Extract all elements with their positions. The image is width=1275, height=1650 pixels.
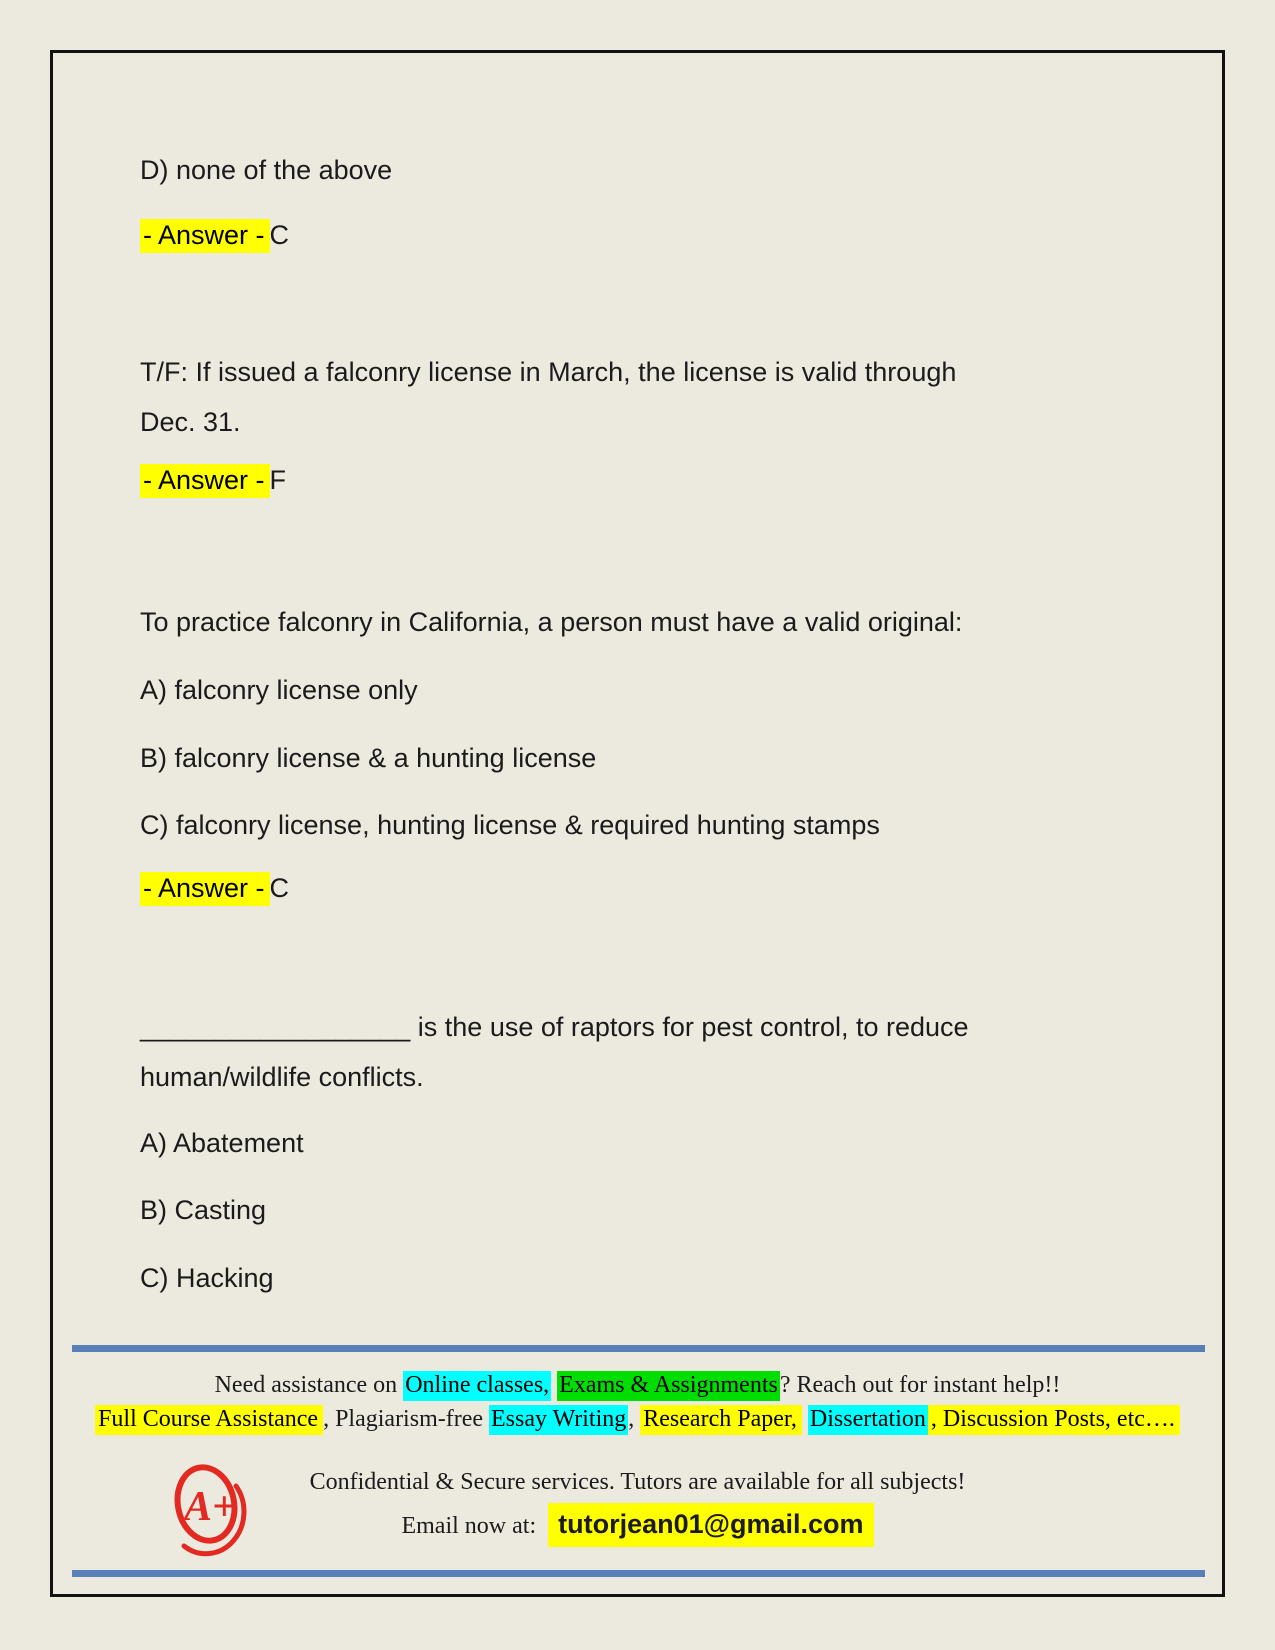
- footer-text: [802, 1406, 808, 1432]
- footer-text: [536, 1513, 548, 1539]
- question3-option-c: C) falconry license, hunting license & required hunting stamps: [140, 810, 880, 840]
- discussion-posts-highlight: , Discussion Posts, etc….: [928, 1405, 1180, 1435]
- question4-option-b: B) Casting: [140, 1195, 267, 1225]
- full-course-highlight: Full Course Assistance: [95, 1405, 323, 1435]
- exams-assignments-highlight: Exams & Assignments: [557, 1371, 780, 1401]
- horizontal-rule-bottom: [72, 1570, 1205, 1577]
- question1-answer-line: [140, 215, 289, 255]
- footer-text: , Plagiarism-free: [323, 1406, 490, 1432]
- question1-option-d: D) none of the above: [140, 155, 393, 185]
- question3-answer-line: [140, 868, 289, 908]
- question2-text: [140, 347, 956, 447]
- answer-highlight: - Answer -: [140, 464, 270, 498]
- logo-text: A+: [184, 1484, 236, 1530]
- question4-option-a: A) Abatement: [140, 1128, 304, 1158]
- answer-highlight: - Answer -: [140, 872, 270, 906]
- online-classes-highlight: Online classes,: [403, 1371, 551, 1401]
- answer-value: F: [269, 465, 287, 495]
- footer-help-line: [50, 1368, 1225, 1402]
- footer-text: Need assistance on: [214, 1372, 404, 1398]
- email-label: Email now at:: [401, 1513, 537, 1539]
- question2-line2: Dec. 31.: [140, 407, 241, 437]
- question3-option-a: A) falconry license only: [140, 675, 418, 705]
- footer-text: ,: [628, 1406, 641, 1432]
- answer-value: C: [269, 873, 290, 903]
- essay-writing-highlight: Essay Writing: [489, 1405, 628, 1435]
- question4-line2: human/wildlife conflicts.: [140, 1062, 424, 1092]
- question2-line1: T/F: If issued a falconry license in March, the license is valid through: [140, 357, 957, 387]
- answer-highlight: - Answer -: [140, 219, 270, 253]
- email-address: tutorjean01@gmail.com: [548, 1503, 873, 1547]
- footer-text: ? Reach out for instant help!!: [779, 1372, 1061, 1398]
- footer-services-line: [50, 1402, 1225, 1436]
- research-paper-highlight: Research Paper,: [640, 1405, 802, 1435]
- answer-value: C: [269, 220, 290, 250]
- question2-answer-line: [140, 460, 286, 500]
- horizontal-rule-top: [72, 1345, 1205, 1352]
- question3-text: To practice falconry in California, a person must have a valid original:: [140, 607, 963, 637]
- question4-option-c: C) Hacking: [140, 1263, 274, 1293]
- question4-line1: __________________ is the use of raptors for pest control, to reduce: [140, 1012, 969, 1042]
- dissertation-highlight: Dissertation: [808, 1405, 928, 1435]
- footer-confidential-line: Confidential & Secure services. Tutors are available for all subjects!: [309, 1469, 966, 1495]
- question4-text: [140, 1002, 969, 1102]
- question3-option-b: B) falconry license & a hunting license: [140, 743, 597, 773]
- footer-email-line: [50, 1502, 1225, 1548]
